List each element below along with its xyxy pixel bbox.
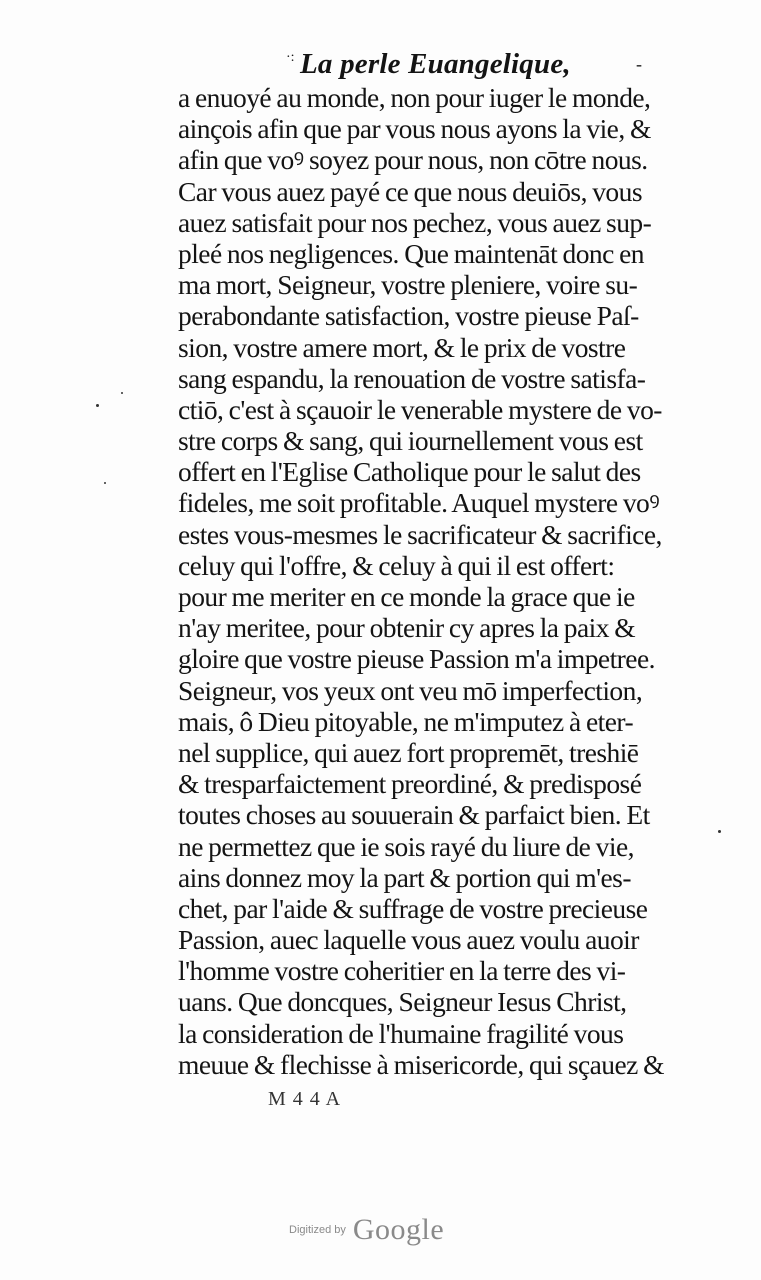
text-line: estes vous-mesmes le sacrificateur & sacrifice,	[178, 518, 662, 550]
text-line: & tresparfaictement preordiné, & predisposé	[178, 768, 642, 800]
ink-speck	[121, 392, 123, 394]
ink-speck	[96, 404, 99, 407]
text-line: chet, par l'aide & suffrage de vostre precieuse	[178, 892, 648, 924]
text-line: celuy qui l'offre, & celuy à qui il est offert:	[178, 549, 615, 581]
text-line: sion, vostre amere mort, & le prix de vostre	[178, 331, 626, 363]
text-line: toutes choses au souuerain & parfaict bien. Et	[178, 799, 650, 831]
text-line: a enuoyé au monde, non pour iuger le monde,	[178, 82, 651, 113]
text-line: stre corps & sang, qui iournellement vous est	[178, 425, 643, 457]
text-line: meuue & flechisse à misericorde, qui sçauez &	[178, 1048, 664, 1080]
text-line: sang espandu, la renouation de vostre satisfa-	[178, 362, 646, 394]
margin-mark: ·:	[286, 50, 295, 65]
ink-speck	[718, 830, 721, 833]
digitized-by-label: Digitized by	[289, 1224, 346, 1236]
text-line: ne permettez que ie sois rayé du liure de vie,	[178, 830, 634, 862]
text-line: afin que voꝰ soyez pour nous, non cōtre nous.	[178, 144, 648, 176]
margin-mark: -	[636, 54, 642, 74]
digitization-footer	[289, 1213, 444, 1247]
signature-mark: M 4 4 A	[268, 1088, 342, 1110]
text-line: ma mort, Seigneur, vostre pleniere, voire su-	[178, 269, 638, 301]
text-line: ains donnez moy la part & portion qui m'es-	[178, 861, 631, 893]
text-line: ainçois afin que par vous nous ayons la vie, &	[178, 113, 651, 145]
text-line: Passion, auec laquelle vous auez voulu auoir	[178, 924, 639, 956]
text-line: auez satisfait pour nos pechez, vous auez sup-	[178, 206, 652, 238]
text-line: n'ay meritee, pour obtenir cy apres la paix &	[178, 612, 636, 644]
body-text	[178, 82, 708, 1080]
text-line: Car vous auez payé ce que nous deuiōs, vous	[178, 175, 642, 207]
text-line: pour me meriter en ce monde la grace que ie	[178, 581, 635, 612]
text-line: fideles, me soit profitable. Auquel mystere voꝰ	[178, 487, 660, 519]
google-logo: Google	[352, 1213, 445, 1246]
text-line: nel supplice, qui auez fort propremēt, treshiē	[178, 736, 639, 768]
text-line: pleé nos negligences. Que maintenāt donc en	[178, 237, 644, 269]
text-line: ctiō, c'est à sçauoir le venerable mystere de vo-	[178, 393, 662, 425]
text-line: offert en l'Eglise Catholique pour le salut des	[178, 456, 641, 488]
text-line: la consideration de l'humaine fragilité vous	[178, 1017, 624, 1049]
text-line: mais, ô Dieu pitoyable, ne m'imputez à eter-	[178, 705, 634, 737]
text-line: l'homme vostre coheritier en la terre des vi-	[178, 955, 626, 987]
text-line: Seigneur, vos yeux ont veu mō imperfection,	[178, 674, 643, 706]
ink-speck	[104, 482, 106, 484]
text-line: perabondante satisfaction, vostre pieuse Paſ-	[178, 300, 639, 332]
text-line: uans. Que doncques, Seigneur Iesus Christ,	[178, 986, 627, 1018]
text-line: gloire que vostre pieuse Passion m'a impetree.	[178, 643, 655, 675]
running-head: La perle Euangelique,	[300, 48, 571, 80]
